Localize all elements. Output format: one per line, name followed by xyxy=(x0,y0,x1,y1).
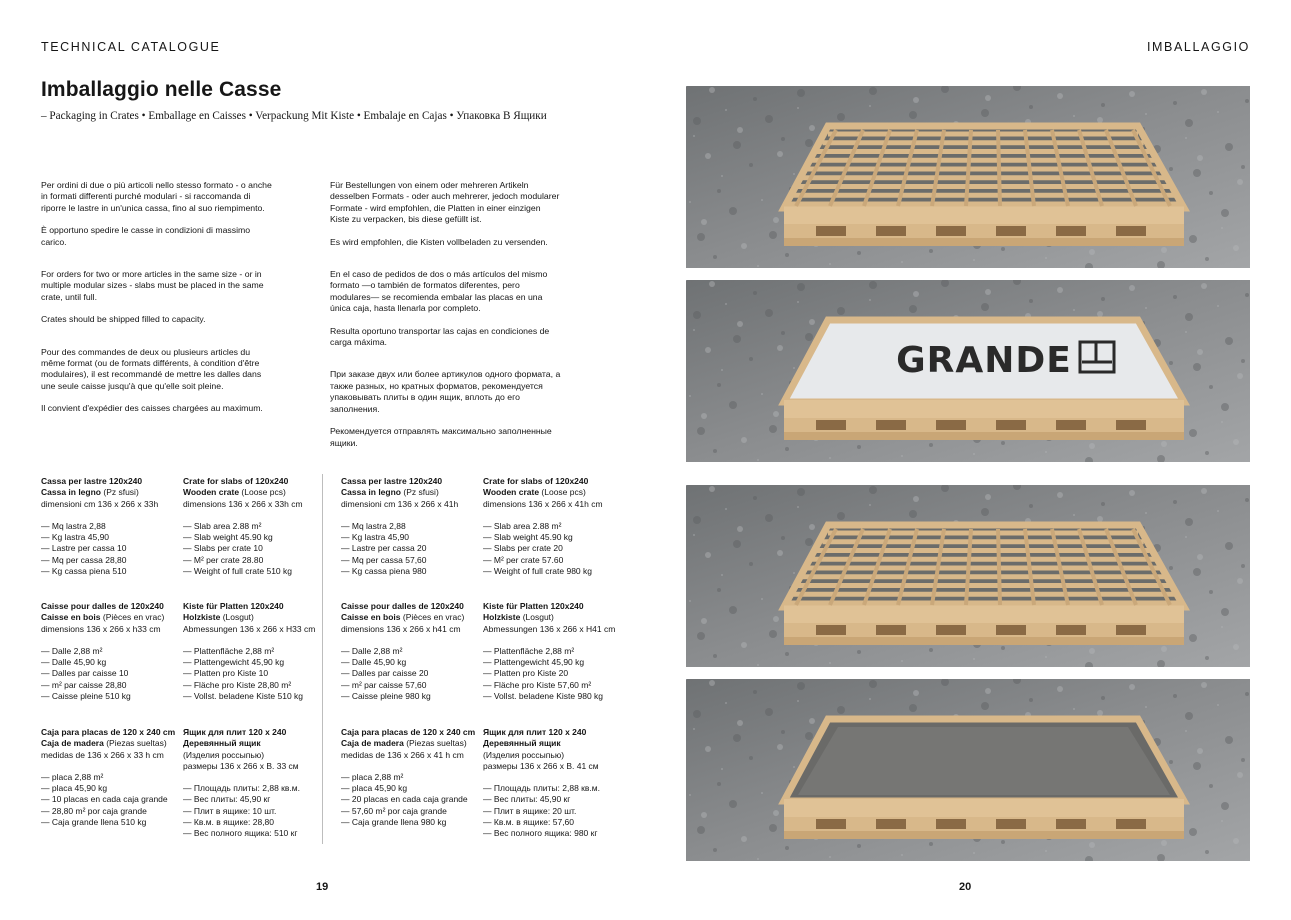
spec-item: — Mq per cassa 28,80 xyxy=(41,554,127,565)
spec-item: — Mq lastra 2,88 xyxy=(341,520,406,531)
spec-item: — Плит в ящике: 10 шт. xyxy=(183,805,277,816)
spec-dimensions: размеры 136 x 266 x В. 41 см xyxy=(483,760,599,771)
column-divider xyxy=(322,474,323,844)
spec-item: — Mq lastra 2,88 xyxy=(41,520,106,531)
spec-block xyxy=(41,476,158,577)
spec-subheading: Cassa in legno (Pz sfusi) xyxy=(341,487,439,498)
spec-dimensions: размеры 136 x 266 x В. 33 см xyxy=(183,760,299,771)
spec-heading: Kiste für Platten 120x240 xyxy=(483,601,584,611)
intro-paragraph: Рекомендуется отправлять максимально заполненные ящики. xyxy=(330,426,552,448)
spec-block xyxy=(41,727,175,828)
spec-item: — Platten pro Kiste 10 xyxy=(183,668,269,679)
crate-photo-empty xyxy=(686,485,1250,667)
spec-item: — Dalle 2,88 m² xyxy=(341,645,403,656)
intro-paragraph: Es wird empfohlen, die Kisten vollbeladen zu versenden. xyxy=(330,236,548,247)
spec-item: — Lastre per cassa 10 xyxy=(41,543,127,554)
spec-subheading: Деревянный ящик xyxy=(183,738,261,749)
intro-paragraph: Crates should be shipped filled to capacity. xyxy=(41,314,206,325)
spec-heading: Kiste für Platten 120x240 xyxy=(183,601,284,611)
spec-item: — Вес плиты: 45,90 кг xyxy=(183,794,271,805)
spec-item: — Vollst. beladene Kiste 510 kg xyxy=(183,691,304,702)
spec-item: — Caja grande llena 980 kg xyxy=(341,817,447,828)
spec-item: — Weight of full crate 510 kg xyxy=(183,566,292,577)
spec-subheading: Wooden crate (Loose pcs) xyxy=(483,487,586,498)
spec-dimensions: Abmessungen 136 x 266 x H41 cm xyxy=(483,623,616,634)
crate-photo-grey-slab xyxy=(686,679,1250,861)
spec-block xyxy=(183,727,300,840)
spec-item: — Vollst. beladene Kiste 980 kg xyxy=(483,691,604,702)
spec-block xyxy=(183,601,315,702)
intro-column-left xyxy=(41,180,273,426)
spec-dimensions: Abmessungen 136 x 266 x H33 cm xyxy=(183,623,316,634)
spec-block xyxy=(341,601,464,702)
spec-item: — Slab area 2.88 m² xyxy=(483,520,562,531)
spec-item: — Plattengewicht 45,90 kg xyxy=(483,657,585,668)
spec-item: — Kg cassa piena 510 xyxy=(41,566,127,577)
spec-block xyxy=(341,727,475,828)
spec-dimensions: dimensions 136 x 266 x 33h cm xyxy=(183,498,303,509)
spec-item: — Кв.м. в ящике: 57,60 xyxy=(483,817,575,828)
spec-item: — Caja grande llena 510 kg xyxy=(41,817,147,828)
page-title: Imballaggio nelle Casse xyxy=(41,78,282,101)
spec-item: — Slab weight 45.90 kg xyxy=(483,532,573,543)
intro-paragraph: Für Bestellungen von einem oder mehreren Artikeln desselben Formats - oder auch mehrerer, jedoch modularer Formate - wird empfohlen, die Platten in einer einzigen Kiste zu verpacken, bis diese gefüllt ist. xyxy=(330,180,560,225)
spec-item: — Lastre per cassa 20 xyxy=(341,543,427,554)
intro-paragraph: Per ordini di due o più articoli nello stesso formato - o anche in formati differenti purché modulari - si raccomanda di riporre le lastre in un'unica cassa, fino al suo riempimento. xyxy=(41,180,272,213)
spec-item: — Kg cassa piena 980 xyxy=(341,566,427,577)
spec-heading: Caja para placas de 120 x 240 cm xyxy=(341,727,476,737)
spec-note: (Изделия россыпью) xyxy=(183,749,265,760)
section-header: IMBALLAGGIO xyxy=(1146,40,1250,54)
spec-item: — Slabs per crate 20 xyxy=(483,543,563,554)
spec-item: — Caisse pleine 510 kg xyxy=(41,691,131,702)
spec-item: — placa 45,90 kg xyxy=(41,783,108,794)
spec-item: — Кв.м. в ящике: 28,80 xyxy=(183,817,275,828)
spec-block xyxy=(483,601,615,702)
spec-item: — 10 placas en cada caja grande xyxy=(41,794,168,805)
spec-heading: Crate for slabs of 120x240 xyxy=(183,476,289,486)
crate-photo-slab xyxy=(686,280,1250,462)
spec-subheading: Holzkiste (Losgut) xyxy=(183,612,254,623)
spec-block xyxy=(483,727,600,840)
spec-heading: Cassa per lastre 120x240 xyxy=(41,476,143,486)
spec-heading: Caja para placas de 120 x 240 cm xyxy=(41,727,176,737)
spec-item: — Dalles par caisse 20 xyxy=(341,668,429,679)
spec-item: — Dalles par caisse 10 xyxy=(41,668,129,679)
spec-heading: Ящик для плит 120 x 240 xyxy=(483,727,587,737)
spec-subheading: Caja de madera (Piezas sueltas) xyxy=(41,738,167,749)
spec-item: — 28,80 m² por caja grande xyxy=(41,805,147,816)
spec-item: — placa 2,88 m² xyxy=(341,771,404,782)
spec-item: — Вес плиты: 45,90 кг xyxy=(483,794,571,805)
spec-item: — m² par caisse 28,80 xyxy=(41,679,127,690)
spec-item: — Kg lastra 45,90 xyxy=(341,532,410,543)
spec-item: — Площадь плиты: 2,88 кв.м. xyxy=(483,783,600,794)
spec-dimensions: dimensions 136 x 266 x h41 cm xyxy=(341,623,461,634)
intro-paragraph: Pour des commandes de deux ou plusieurs articles du même format (ou de formats différents, à condition d'être modulaires), il est recommandé de mettre les dalles dans une seule caisse jusqu'à que qu'elle soit pleine. xyxy=(41,346,262,391)
page-number-right: 20 xyxy=(959,881,972,893)
spec-heading: Ящик для плит 120 x 240 xyxy=(183,727,287,737)
spec-item: — Plattenfläche 2,88 m² xyxy=(183,645,275,656)
spec-subheading: Cassa in legno (Pz sfusi) xyxy=(41,487,139,498)
spec-item: — Slabs per crate 10 xyxy=(183,543,263,554)
spec-item: — M² per crate 57.60 xyxy=(483,554,564,565)
spec-item: — Caisse pleine 980 kg xyxy=(341,691,431,702)
spec-block xyxy=(341,476,458,577)
catalogue-header: TECHNICAL CATALOGUE xyxy=(41,40,221,54)
spec-item: — M² per crate 28.80 xyxy=(183,554,264,565)
spec-item: — Плит в ящике: 20 шт. xyxy=(483,805,577,816)
intro-paragraph: En el caso de pedidos de dos o más artículos del mismo formato —o también de formatos diferentes, pero modulares— se recomienda embalar las placas en una única caja, hasta llenarla por completo. xyxy=(330,269,548,314)
crate-photo-empty xyxy=(686,86,1250,268)
spec-item: — Slab weight 45.90 kg xyxy=(183,532,273,543)
spec-item: — Dalle 45,90 kg xyxy=(341,657,407,668)
intro-paragraph: For orders for two or more articles in the same size - or in multiple modular sizes - slabs must be placed in the same crate, until full. xyxy=(41,269,264,302)
spec-item: — Mq per cassa 57,60 xyxy=(341,554,427,565)
spec-heading: Crate for slabs of 120x240 xyxy=(483,476,589,486)
spec-subheading: Wooden crate (Loose pcs) xyxy=(183,487,286,498)
spec-item: — Вес полного ящика: 980 кг xyxy=(483,828,598,839)
spec-item: — Plattengewicht 45,90 kg xyxy=(183,657,285,668)
intro-paragraph: È opportuno spedire le casse in condizioni di massimo carico. xyxy=(41,225,251,247)
spec-item: — placa 45,90 kg xyxy=(341,783,408,794)
spec-item: — Fläche pro Kiste 57,60 m² xyxy=(483,679,592,690)
spec-subheading: Caja de madera (Piezas sueltas) xyxy=(341,738,467,749)
spec-item: — Вес полного ящика: 510 кг xyxy=(183,828,298,839)
spec-dimensions: medidas de 136 x 266 x 41 h cm xyxy=(341,749,464,760)
spec-subheading: Caisse en bois (Pièces en vrac) xyxy=(41,612,165,623)
intro-column-right xyxy=(330,180,562,460)
spec-item: — placa 2,88 m² xyxy=(41,771,104,782)
spec-item: — 20 placas en cada caja grande xyxy=(341,794,468,805)
page-number-left: 19 xyxy=(316,881,329,893)
spec-item: — Dalle 2,88 m² xyxy=(41,645,103,656)
spec-subheading: Caisse en bois (Pièces en vrac) xyxy=(341,612,465,623)
intro-paragraph: Il convient d'expédier des caisses chargées au maximum. xyxy=(41,403,263,414)
page-subtitle: – Packaging in Crates • Emballage en Caisses • Verpackung Mit Kiste • Embalaje en Cajas • Упаковка В Ящики xyxy=(41,110,547,122)
grande-brand-text: GRANDE xyxy=(896,340,1072,381)
spec-dimensions: dimensions 136 x 266 x h33 cm xyxy=(41,623,161,634)
spec-dimensions: dimensioni cm 136 x 266 x 41h xyxy=(341,498,459,509)
spec-dimensions: dimensions 136 x 266 x 41h cm xyxy=(483,498,603,509)
spec-note: (Изделия россыпью) xyxy=(483,749,565,760)
spec-block xyxy=(483,476,603,577)
spec-item: — Slab area 2.88 m² xyxy=(183,520,262,531)
spec-item: — Weight of full crate 980 kg xyxy=(483,566,592,577)
spec-dimensions: dimensioni cm 136 x 266 x 33h xyxy=(41,498,159,509)
spec-dimensions: medidas de 136 x 266 x 33 h cm xyxy=(41,749,164,760)
spec-item: — Plattenfläche 2,88 m² xyxy=(483,645,575,656)
spec-item: — Площадь плиты: 2,88 кв.м. xyxy=(183,783,300,794)
spec-block xyxy=(41,601,164,702)
spec-subheading: Holzkiste (Losgut) xyxy=(483,612,554,623)
intro-paragraph: Resulta oportuno transportar las cajas en condiciones de carga máxima. xyxy=(330,325,550,348)
spec-heading: Caisse pour dalles de 120x240 xyxy=(341,601,464,611)
spec-item: — Fläche pro Kiste 28,80 m² xyxy=(183,679,292,690)
spec-block xyxy=(183,476,303,577)
intro-paragraph: При заказе двух или более артикулов одного формата, а также разных, но кратных форматов, рекомендуется упаковывать плиты в один ящик, вплоть до его заполнения. xyxy=(330,369,561,414)
spec-item: — 57,60 m² por caja grande xyxy=(341,805,447,816)
spec-item: — m² par caisse 57,60 xyxy=(341,679,427,690)
spec-item: — Platten pro Kiste 20 xyxy=(483,668,569,679)
spec-subheading: Деревянный ящик xyxy=(483,738,561,749)
spec-heading: Cassa per lastre 120x240 xyxy=(341,476,443,486)
spec-item: — Kg lastra 45,90 xyxy=(41,532,110,543)
spec-item: — Dalle 45,90 kg xyxy=(41,657,107,668)
spec-heading: Caisse pour dalles de 120x240 xyxy=(41,601,164,611)
